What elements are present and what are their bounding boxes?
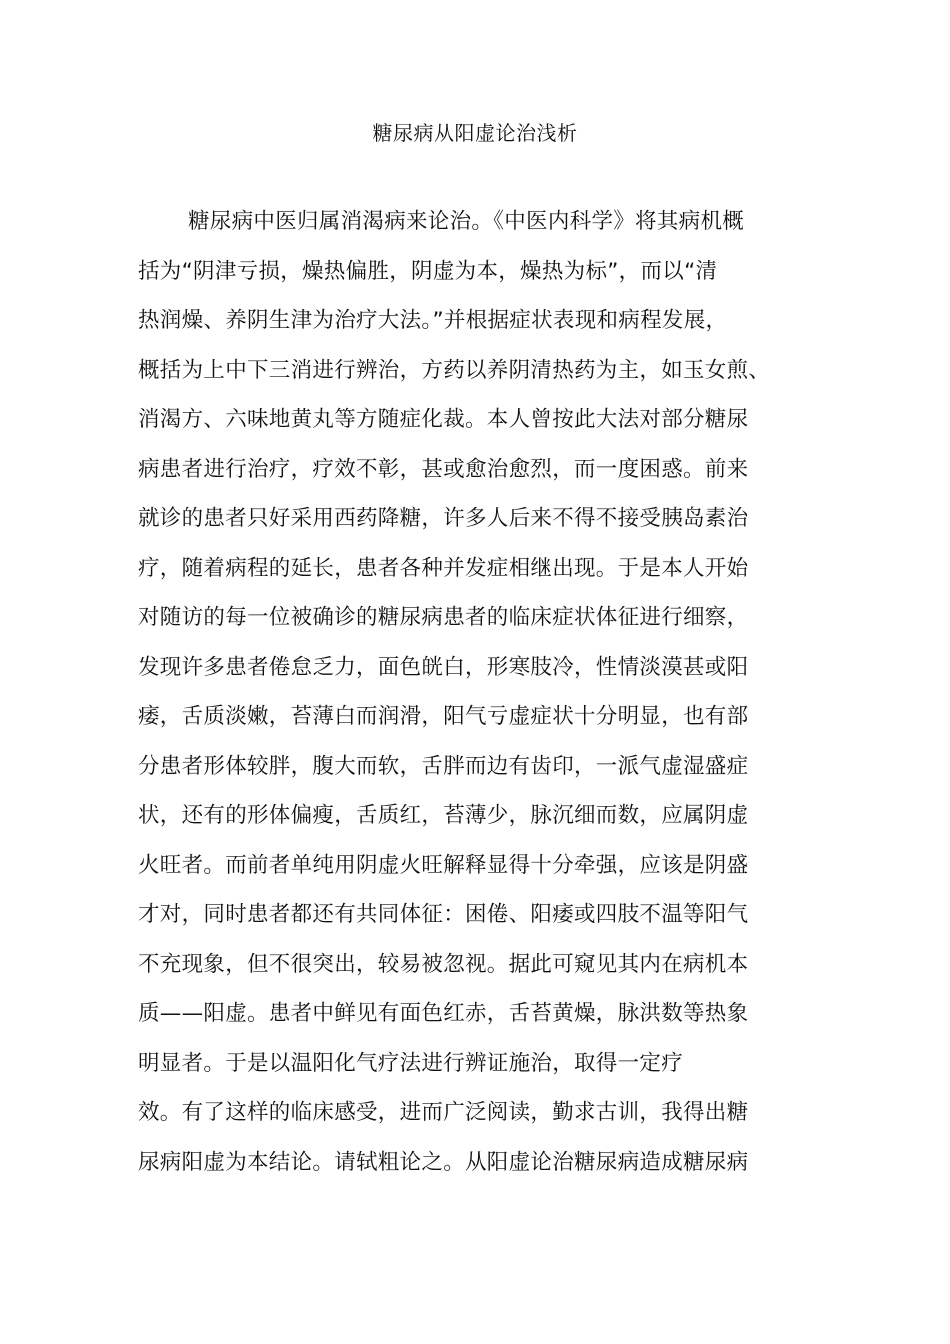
body-line: 概括为上中下三消进行辨治，方药以养阴清热药为主，如玉女煎、	[138, 357, 771, 383]
body-line: 效。有了这样的临床感受，进而广泛阅读，勤求古训，我得出糖	[138, 1100, 749, 1125]
document-title: 糖尿病从阳虚论治浅析	[372, 121, 578, 145]
body-line: 痿，舌质淡嫩，苔薄白而润滑，阳气亏虚症状十分明显，也有部	[138, 704, 749, 729]
body-line: 糖尿病中医归属消渴病来论治。《中医内科学》将其病机概	[188, 209, 745, 234]
body-line: 火旺者。而前者单纯用阴虚火旺解释显得十分牵强，应该是阴盛	[138, 852, 749, 878]
body-line: 状，还有的形体偏瘦，舌质红，苔薄少，脉沉细而数，应属阴虚	[138, 803, 749, 828]
body-line: 发现许多患者倦怠乏力，面色㿠白，形寒肢冷，性情淡漠甚或阳	[138, 654, 749, 680]
document-body	[138, 203, 818, 1193]
body-line: 对随访的每一位被确诊的糖尿病患者的临床症状体征进行细察，	[138, 605, 749, 630]
body-line: 消渴方、六味地黄丸等方随症化裁。本人曾按此大法对部分糖尿	[138, 407, 749, 432]
body-line: 病患者进行治疗，疗效不彰，甚或愈治愈烈，而一度困惑。前来	[138, 456, 749, 482]
body-line: 疗，随着病程的延长，患者各种并发症相继出现。于是本人开始	[138, 555, 749, 581]
body-line: 分患者形体较胖，腹大而软，舌胖而边有齿印，一派气虚湿盛症	[138, 753, 749, 779]
body-line: 才对，同时患者都还有共同体征：困倦、阳痿或四肢不温等阳气	[138, 902, 749, 927]
body-line: 尿病阳虚为本结论。请轼粗论之。从阳虚论治糖尿病造成糖尿病	[138, 1149, 749, 1175]
body-line: 不充现象，但不很突出，较易被忽视。据此可窥见其内在病机本	[138, 951, 749, 977]
body-line: 质——阳虚。患者中鲜见有面色红赤，舌苔黄燥，脉洪数等热象	[138, 1001, 749, 1026]
body-line: 明显者。于是以温阳化气疗法进行辨证施治，取得一定疗	[138, 1050, 684, 1076]
body-line: 就诊的患者只好采用西药降糖，许多人后来不得不接受胰岛素治	[138, 506, 749, 531]
body-line: 括为“阴津亏损，燥热偏胜，阴虚为本，燥热为标”，而以“清	[138, 258, 718, 284]
body-line: 热润燥、养阴生津为治疗大法。”并根据症状表现和病程发展，	[138, 308, 728, 333]
